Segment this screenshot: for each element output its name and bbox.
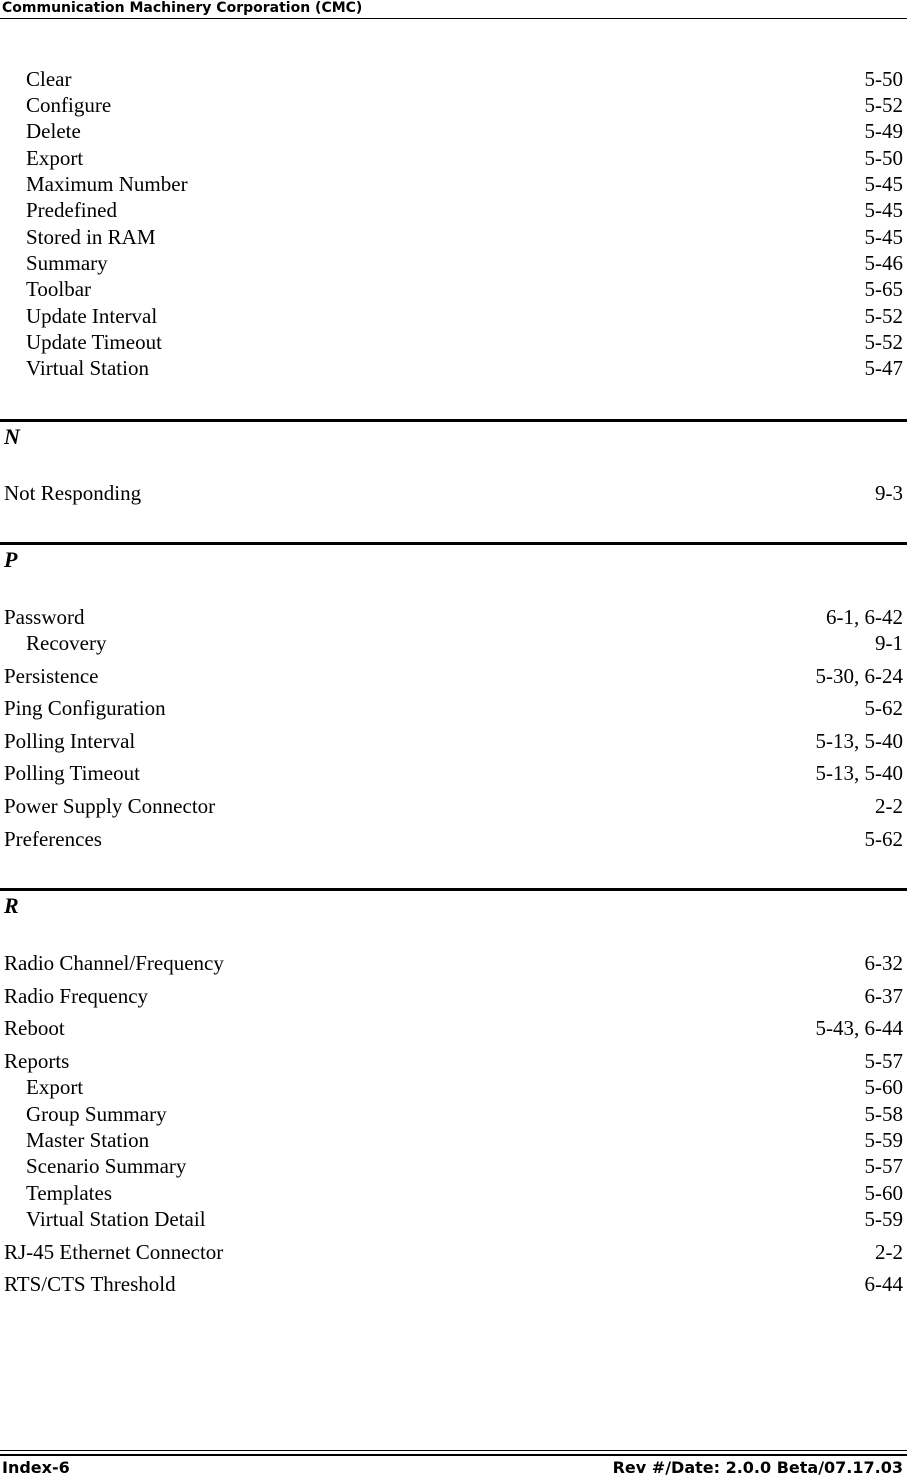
index-entry	[0, 197, 903, 223]
entry-pages: 5-62	[864, 696, 903, 720]
entry-pages: 5-45	[864, 225, 903, 249]
section-divider	[0, 888, 907, 891]
index-entry	[0, 983, 903, 1009]
entry-pages: 6-44	[864, 1272, 903, 1296]
index-entry	[0, 66, 903, 92]
entry-label: Ping Configuration	[4, 696, 166, 720]
entry-pages: 2-2	[875, 794, 903, 818]
entry-pages: 5-52	[864, 304, 903, 328]
index-entry	[0, 1101, 903, 1127]
entry-label: Scenario Summary	[26, 1154, 187, 1178]
index-entry	[0, 1048, 903, 1074]
index-entry	[0, 171, 903, 197]
index-entry	[0, 92, 903, 118]
entry-label: Not Responding	[4, 481, 142, 505]
footer-revision: Rev #/Date: 2.0.0 Beta/07.17.03	[612, 1458, 903, 1477]
entry-pages: 2-2	[875, 1240, 903, 1264]
index-entry	[0, 1239, 903, 1265]
entry-label: RJ-45 Ethernet Connector	[4, 1240, 224, 1264]
entry-pages: 5-50	[864, 146, 903, 170]
entry-pages: 5-65	[864, 277, 903, 301]
entry-pages: 5-60	[864, 1181, 903, 1205]
index-entry	[0, 145, 903, 171]
entry-pages: 5-30, 6-24	[815, 664, 903, 688]
index-entry	[0, 1180, 903, 1206]
index-entry	[0, 303, 903, 329]
entry-pages: 5-60	[864, 1075, 903, 1099]
entry-label: Export	[26, 146, 84, 170]
entry-pages: 5-50	[864, 67, 903, 91]
entry-label: Reboot	[4, 1016, 65, 1040]
entry-label: Update Timeout	[26, 330, 162, 354]
entry-pages: 5-49	[864, 119, 903, 143]
section-letter-n: N	[4, 424, 20, 449]
index-entry	[0, 276, 903, 302]
section-letter-r: R	[4, 893, 19, 918]
entry-pages: 6-1, 6-42	[826, 605, 903, 629]
entry-pages: 6-32	[864, 951, 903, 975]
page-header	[0, 0, 907, 19]
entry-label: Persistence	[4, 664, 99, 688]
index-entry	[0, 118, 903, 144]
entry-label: Polling Interval	[4, 729, 136, 753]
entry-label: Radio Channel/Frequency	[4, 951, 224, 975]
entry-label: Stored in RAM	[26, 225, 156, 249]
entry-pages: 5-52	[864, 330, 903, 354]
index-entry	[0, 329, 903, 355]
entry-label: Templates	[26, 1181, 112, 1205]
entry-pages: 5-62	[864, 827, 903, 851]
entry-pages: 9-1	[875, 631, 903, 655]
index-entry	[0, 728, 903, 754]
entry-pages: 5-47	[864, 356, 903, 380]
entry-label: RTS/CTS Threshold	[4, 1272, 176, 1296]
index-entry	[0, 1015, 903, 1041]
entry-pages: 5-57	[864, 1049, 903, 1073]
index-entry	[0, 355, 903, 381]
index-entry	[0, 950, 903, 976]
index-entry	[0, 224, 903, 250]
entry-label: Power Supply Connector	[4, 794, 216, 818]
entry-label: Password	[4, 605, 85, 629]
index-entry	[0, 604, 903, 630]
entry-pages: 5-57	[864, 1154, 903, 1178]
entry-label: Configure	[26, 93, 112, 117]
entry-pages: 5-45	[864, 172, 903, 196]
entry-pages: 5-43, 6-44	[815, 1016, 903, 1040]
index-entry	[0, 695, 903, 721]
entry-label: Toolbar	[26, 277, 92, 301]
index-entry	[0, 250, 903, 276]
index-entry	[0, 480, 903, 506]
index-entry	[0, 826, 903, 852]
section-divider	[0, 542, 907, 545]
index-entry	[0, 1206, 903, 1232]
entry-label: Polling Timeout	[4, 761, 140, 785]
entry-pages: 5-59	[864, 1207, 903, 1231]
entry-label: Summary	[26, 251, 108, 275]
entry-label: Recovery	[26, 631, 107, 655]
index-entry	[0, 1127, 903, 1153]
entry-label: Preferences	[4, 827, 102, 851]
entry-pages: 5-13, 5-40	[815, 729, 903, 753]
entry-label: Predefined	[26, 198, 117, 222]
entry-pages: 5-58	[864, 1102, 903, 1126]
index-entry	[0, 1271, 903, 1297]
index-entry	[0, 1074, 903, 1100]
header-title: Communication Machinery Corporation (CMC)	[2, 0, 363, 16]
index-entry	[0, 1153, 903, 1179]
entry-label: Group Summary	[26, 1102, 167, 1126]
entry-pages: 5-52	[864, 93, 903, 117]
footer-divider	[0, 1450, 907, 1451]
entry-pages: 6-37	[864, 984, 903, 1008]
entry-label: Maximum Number	[26, 172, 188, 196]
entry-label: Update Interval	[26, 304, 158, 328]
entry-pages: 5-46	[864, 251, 903, 275]
entry-label: Virtual Station Detail	[26, 1207, 206, 1231]
entry-label: Clear	[26, 67, 72, 91]
index-entry	[0, 793, 903, 819]
section-divider	[0, 419, 907, 422]
entry-label: Radio Frequency	[4, 984, 149, 1008]
section-letter-p: P	[4, 547, 18, 572]
entry-label: Delete	[26, 119, 81, 143]
index-entry	[0, 663, 903, 689]
index-entry	[0, 760, 903, 786]
entry-pages: 9-3	[875, 481, 903, 505]
entry-pages: 5-45	[864, 198, 903, 222]
footer-page-number: Index-6	[2, 1458, 70, 1477]
entry-label: Virtual Station	[26, 356, 149, 380]
entry-label: Export	[26, 1075, 84, 1099]
entry-label: Reports	[4, 1049, 70, 1073]
footer-divider	[0, 1454, 907, 1456]
entry-pages: 5-13, 5-40	[815, 761, 903, 785]
index-entry	[0, 630, 903, 656]
entry-pages: 5-59	[864, 1128, 903, 1152]
entry-label: Master Station	[26, 1128, 150, 1152]
